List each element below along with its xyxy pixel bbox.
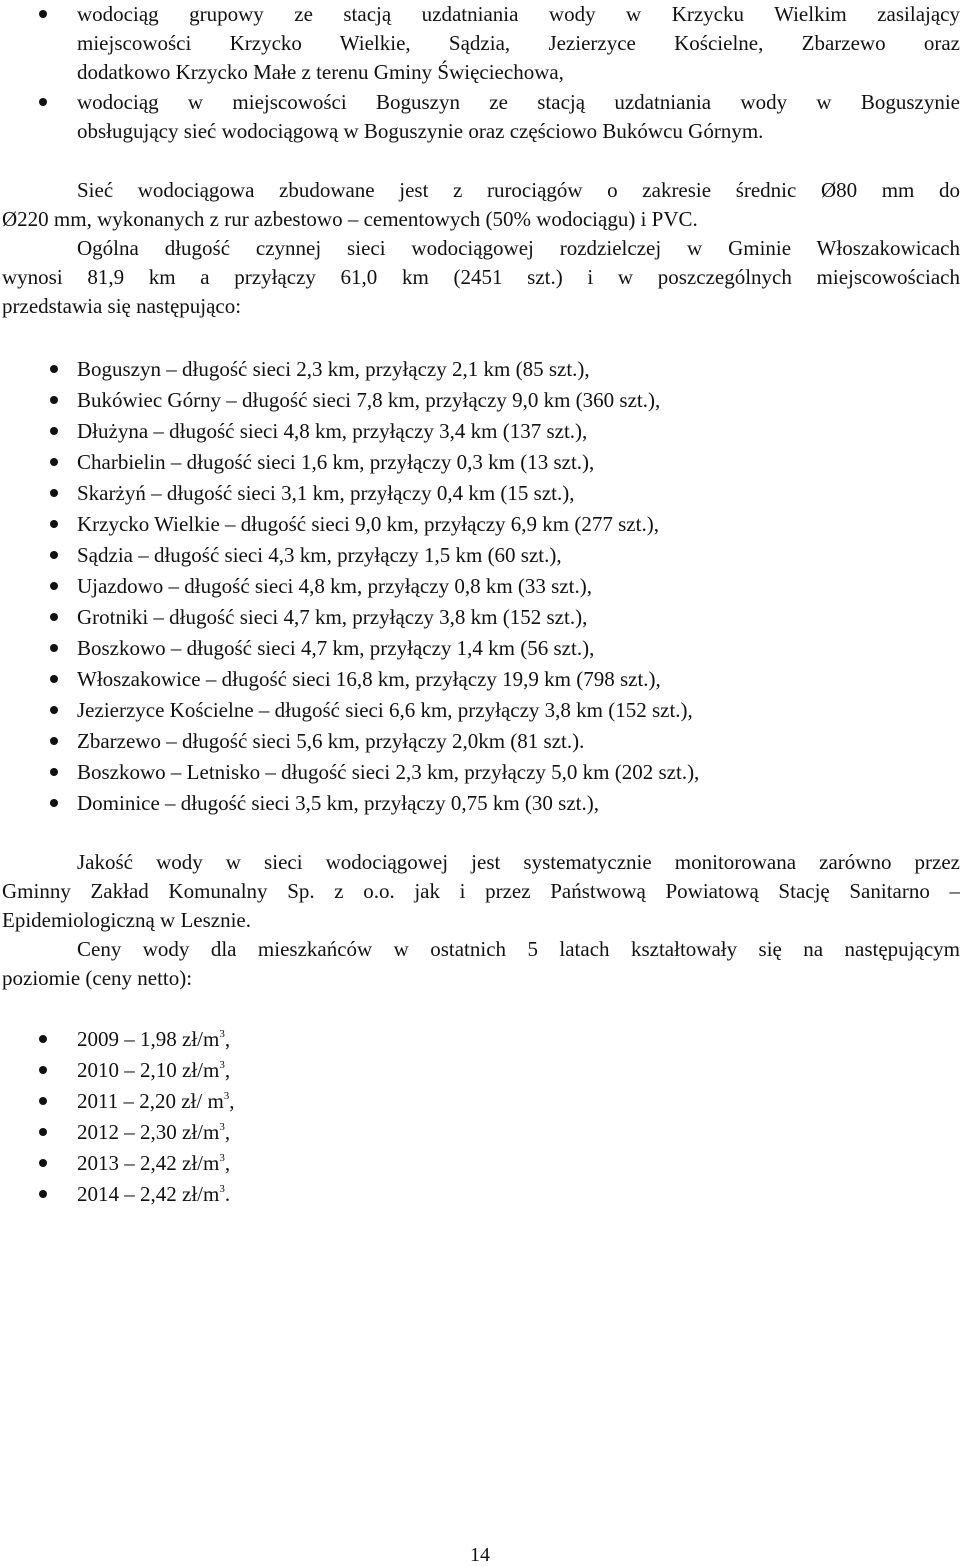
price-item	[77, 1025, 230, 1053]
bullet	[50, 799, 58, 807]
bullet	[39, 1035, 47, 1043]
bullet	[50, 489, 58, 497]
price-end: ,	[229, 1089, 235, 1113]
bullet	[39, 10, 47, 18]
price-text: 2014 – 2,42 zł/m	[77, 1182, 220, 1206]
paragraph-line: Ceny wody dla mieszkańców w ostatnich 5 latach kształtowały się na następującym	[77, 937, 960, 961]
price-item	[77, 1087, 235, 1115]
locality-item: Boszkowo – Letnisko – długość sieci 2,3 km, przyłączy 5,0 km (202 szt.),	[77, 760, 700, 784]
locality-item: Boszkowo – długość sieci 4,7 km, przyłączy 1,4 km (56 szt.),	[77, 636, 595, 660]
bullet	[50, 396, 58, 404]
bullet	[50, 427, 58, 435]
price-end: ,	[224, 1151, 231, 1175]
bullet	[50, 458, 58, 466]
locality-item: Bukówiec Górny – długość sieci 7,8 km, przyłączy 9,0 km (360 szt.),	[77, 388, 661, 412]
bullet	[50, 644, 58, 652]
price-item	[77, 1118, 230, 1146]
paragraph-line: Epidemiologiczną w Lesznie.	[2, 908, 251, 932]
price-item	[77, 1056, 230, 1084]
locality-item: Grotniki – długość sieci 4,7 km, przyłączy 3,8 km (152 szt.),	[77, 605, 588, 629]
locality-item: Charbielin – długość sieci 1,6 km, przyłączy 0,3 km (13 szt.),	[77, 450, 595, 474]
price-text: 2012 – 2,30 zł/m	[77, 1120, 220, 1144]
price-item	[77, 1180, 230, 1208]
price-end: ,	[224, 1058, 231, 1082]
bullet	[50, 737, 58, 745]
superscript: 3	[219, 1183, 225, 1195]
paragraph-line: poziomie (ceny netto):	[2, 966, 193, 990]
superscript: 3	[223, 1090, 230, 1102]
superscript: 3	[219, 1152, 225, 1164]
bullet	[39, 1128, 47, 1136]
list-item-line: wodociąg w miejscowości Boguszyn ze stacją uzdatniania wody w Boguszynie	[77, 90, 960, 114]
price-item	[77, 1149, 230, 1177]
paragraph-line: Ogólna długość czynnej sieci wodociągowej rozdzielczej w Gminie Włoszakowicach	[77, 236, 960, 260]
bullet	[50, 768, 58, 776]
locality-item: Zbarzewo – długość sieci 5,6 km, przyłączy 2,0km (81 szt.).	[77, 729, 585, 753]
bullet	[39, 1097, 47, 1105]
bullet	[50, 706, 58, 714]
bullet	[39, 1190, 47, 1198]
bullet	[39, 1159, 47, 1167]
paragraph-line: Sieć wodociągowa zbudowane jest z rurociągów o zakresie średnic Ø80 mm do	[77, 178, 960, 202]
locality-item: Skarżyń – długość sieci 3,1 km, przyłączy 0,4 km (15 szt.),	[77, 481, 575, 505]
bullet	[50, 582, 58, 590]
locality-item: Dominice – długość sieci 3,5 km, przyłączy 0,75 km (30 szt.),	[77, 791, 599, 815]
superscript: 3	[219, 1121, 225, 1133]
page-number: 14	[470, 1544, 490, 1566]
locality-item: Boguszyn – długość sieci 2,3 km, przyłączy 2,1 km (85 szt.),	[77, 357, 590, 381]
paragraph-line: Ø220 mm, wykonanych z rur azbestowo – cementowych (50% wodociągu) i PVC.	[2, 207, 698, 231]
price-text: 2011 – 2,20 zł/ m	[77, 1089, 224, 1113]
superscript: 3	[219, 1028, 225, 1040]
list-item-line: obsługujący sieć wodociągową w Boguszynie oraz częściowo Bukówcu Górnym.	[77, 119, 764, 143]
bullet	[39, 1066, 47, 1074]
paragraph-line: wynosi 81,9 km a przyłączy 61,0 km (2451 szt.) i w poszczególnych miejscowościach	[2, 265, 960, 289]
price-text: 2009 – 1,98 zł/m	[77, 1027, 220, 1051]
price-end: ,	[224, 1120, 231, 1144]
locality-item: Sądzia – długość sieci 4,3 km, przyłączy 1,5 km (60 szt.),	[77, 543, 562, 567]
paragraph-line: Gminny Zakład Komunalny Sp. z o.o. jak i przez Państwową Powiatową Stację Sanitarno –	[2, 879, 960, 903]
locality-item: Jezierzyce Kościelne – długość sieci 6,6 km, przyłączy 3,8 km (152 szt.),	[77, 698, 693, 722]
superscript: 3	[219, 1059, 225, 1071]
price-end: ,	[224, 1027, 231, 1051]
list-item-line: miejscowości Krzycko Wielkie, Sądzia, Jezierzyce Kościelne, Zbarzewo oraz	[77, 31, 960, 55]
price-text: 2013 – 2,42 zł/m	[77, 1151, 220, 1175]
locality-item: Dłużyna – długość sieci 4,8 km, przyłączy 3,4 km (137 szt.),	[77, 419, 588, 443]
bullet	[50, 613, 58, 621]
bullet	[39, 98, 47, 106]
paragraph-line: przedstawia się następująco:	[2, 294, 242, 318]
bullet	[50, 365, 58, 373]
list-item-line: dodatkowo Krzycko Małe z terenu Gminy Święciechowa,	[77, 60, 564, 84]
list-item-line: wodociąg grupowy ze stacją uzdatniania wody w Krzycku Wielkim zasilający	[77, 2, 960, 26]
paragraph-line: Jakość wody w sieci wodociągowej jest systematycznie monitorowana zarówno przez	[77, 850, 960, 874]
locality-item: Ujazdowo – długość sieci 4,8 km, przyłączy 0,8 km (33 szt.),	[77, 574, 592, 598]
bullet	[50, 520, 58, 528]
locality-item: Krzycko Wielkie – długość sieci 9,0 km, przyłączy 6,9 km (277 szt.),	[77, 512, 659, 536]
bullet	[50, 675, 58, 683]
locality-item: Włoszakowice – długość sieci 16,8 km, przyłączy 19,9 km (798 szt.),	[77, 667, 661, 691]
price-end: .	[224, 1182, 231, 1206]
price-text: 2010 – 2,10 zł/m	[77, 1058, 220, 1082]
bullet	[50, 551, 58, 559]
